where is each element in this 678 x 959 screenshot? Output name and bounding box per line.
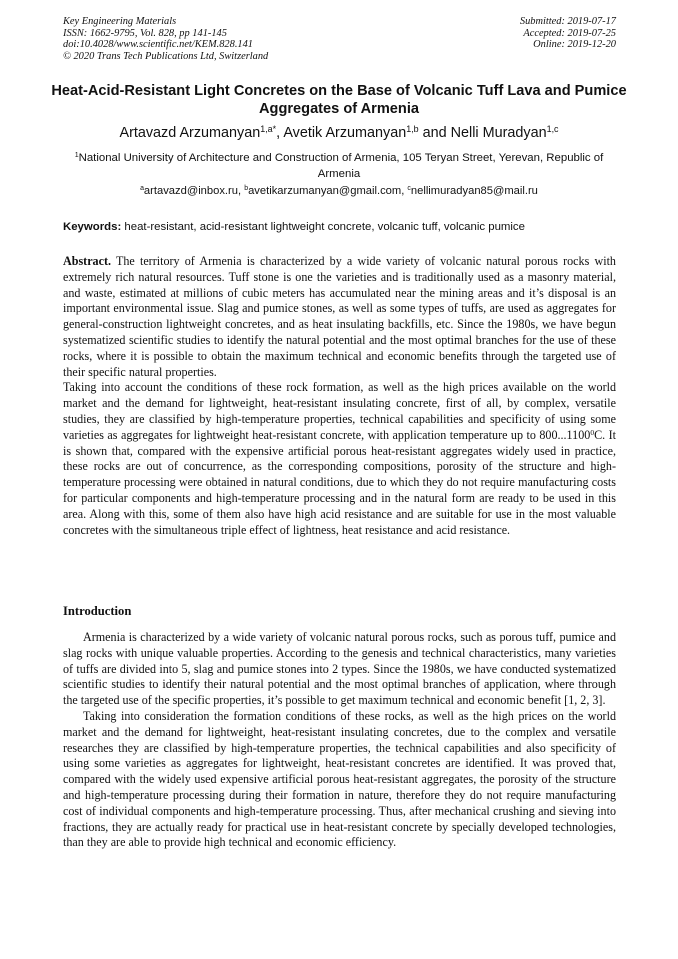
author-affiliation-mark: 1,a*: [260, 124, 277, 135]
abstract-text: Taking into account the conditions of these rock formation, as well as the high prices available on the world market and the demand for lightweight, heat-resistant insulating concrete, first of all, by complex, versatile studies, they are classified by high-temperature properties, technical capabilities and specificity of using some varieties as aggregates for lightweight heat-resistant concrete, with application temperature up to 800...1100: [63, 380, 616, 442]
author-separator: ,: [276, 125, 284, 141]
author-separator: and: [418, 125, 451, 141]
email-mark: c: [407, 185, 411, 193]
abstract: [63, 254, 616, 538]
journal-name: Key Engineering Materials: [63, 16, 177, 27]
author-name: Nelli Muradyan: [450, 125, 547, 141]
affiliation: [60, 150, 618, 182]
author-list: [40, 124, 638, 142]
journal-issn: ISSN: 1662-9795, Vol. 828, pp 141-145: [63, 27, 227, 39]
date-accepted: Accepted: 2019-07-25: [523, 27, 616, 39]
journal-doi: doi:10.4028/www.scientific.net/KEM.828.141: [63, 39, 253, 51]
introduction-paragraph: Taking into consideration the formation conditions of these rocks, as well as the high prices on the world market and the demand for lightweight, heat-resistant insulating concretes, due to the complex and versatile researches they are classified by high-temperature properties, the technical capabilities and also specificity of using some varieties as aggregates for lightweight, heat-resistant concretes are identified. It was proved that, compared with the widely used expensive artificial porous heat-resistant aggregates, the porosity of the structure and high-temperature processing during their formation in nature, therefore they do not require manufacturing cost of individual components and high-temperature processing. Thus, after mechanical crushing and sieving into fractions, they are actually ready for practical use in heat-resistant concrete by specially developed technologies, than they are able to provide high technical and economic efficiency.: [63, 708, 616, 850]
keywords: [63, 220, 616, 234]
journal-info: [63, 16, 268, 62]
paper-title: Heat-Acid-Resistant Light Concretes on the Base of Volcanic Tuff Lava and Pumice Aggregates of Armenia: [51, 83, 627, 117]
author-affiliation-mark: 1,c: [546, 124, 559, 135]
publication-dates: [520, 16, 616, 51]
introduction-body: [63, 630, 616, 851]
date-online: Online: 2019-12-20: [533, 39, 616, 51]
affiliation-text: National University of Architecture and Construction of Armenia, 105 Teryan Street, Yerevan, Republic of Armenia: [78, 152, 604, 180]
abstract-text: The territory of Armenia is characterized by a wide variety of volcanic natural porous rocks with extremely rich natural resources. Tuff stone is one the varieties and is traditionally used as a masonry material, and waste, estimated at millions of cubic meters has accumulated near the mining areas and it’s disposal is an important environmental issue. Slag and pumice stones, as well as some types of tuffs, are used as aggregates for general-construction lightweight concretes, and as heat insulating backfills, etc. Since the 1980s, we have begun systematized scientific studies to identify the natural potential and the most optimal branches for the use of these rocks, where it is possible to obtain the maximum technical and economic benefits through the targeted use of their specific natural properties.: [63, 254, 616, 379]
keywords-label: Keywords:: [63, 221, 122, 233]
abstract-label: Abstract.: [63, 254, 112, 268]
author-emails: [40, 184, 638, 198]
section-heading-introduction: Introduction: [63, 604, 132, 618]
introduction-paragraph: Armenia is characterized by a wide variety of volcanic natural porous rocks, such as porous tuff, pumice and slag rocks with unique valuable properties. According to the genesis and technical characteristics, many varieties of tuffs are divided into 5, slag and pumice stones into 2 types. Since the 1980s, we have conducted systematized scientific studies to identify their natural potential and the most optimal branches of application, where through the targeted use of the specific properties, it’s possible to get maximum technical and economic benefit [1, 2, 3].: [63, 630, 616, 708]
author-name: Artavazd Arzumanyan: [119, 125, 261, 141]
abstract-text: C. It is shown that, compared with the expensive artificial porous heat-resistant aggregates widely used in practice, these rocks are out of concurrence, as the corresponding compositions, porosity of the structure and high-temperature processing were obtained in natural conditions, due to which they do not require manufacturing costs for particular components and high-temperature processing and in the natural form are ready to be used in this area. Along with this, some of them also have high acid resistance and are suitable for use in the most valuable concretes with the simultaneous triple effect of lightness, heat resistance and acid resistance.: [63, 427, 616, 537]
degree-mark: 0: [590, 427, 595, 437]
journal-copyright: © 2020 Trans Tech Publications Ltd, Switzerland: [63, 50, 269, 62]
affiliation-mark: 1: [74, 152, 79, 160]
email-separator: ,: [401, 185, 408, 197]
author-affiliation-mark: 1,b: [406, 124, 419, 135]
email-address[interactable]: nellimuradyan85@mail.ru: [410, 185, 538, 197]
abstract-paragraph: [63, 254, 616, 380]
keywords-text: heat-resistant, acid-resistant lightweight concrete, volcanic tuff, volcanic pumice: [124, 221, 525, 233]
email-address[interactable]: avetikarzumanyan@gmail.com: [248, 185, 402, 197]
author-name: Avetik Arzumanyan: [283, 125, 407, 141]
email-separator: ,: [238, 185, 245, 197]
email-mark: b: [244, 185, 249, 193]
date-submitted: Submitted: 2019-07-17: [519, 16, 616, 27]
email-mark: a: [140, 185, 144, 193]
email-address[interactable]: artavazd@inbox.ru: [143, 185, 238, 197]
abstract-paragraph: [63, 380, 616, 538]
